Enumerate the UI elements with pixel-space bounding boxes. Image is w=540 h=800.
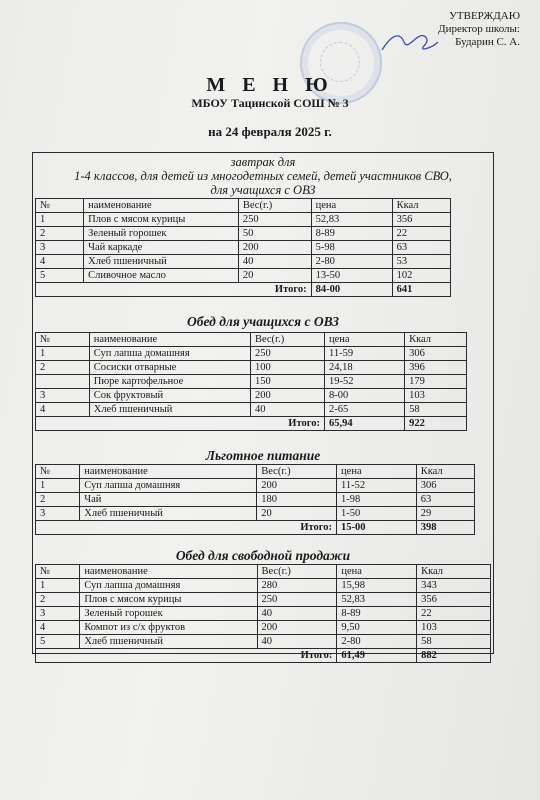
menu-table <box>35 464 475 535</box>
header-cell: цена <box>337 565 417 579</box>
cell-number: 4 <box>36 403 90 417</box>
cell-number: 3 <box>36 607 80 621</box>
cell-price: 24,18 <box>324 361 404 375</box>
section-title <box>33 449 493 463</box>
cell-name: Компот из с/х фруктов <box>80 621 257 635</box>
header-cell: цена <box>311 199 392 213</box>
approval-heading: УТВЕРЖДАЮ <box>449 10 520 22</box>
cell-weight: 100 <box>250 361 324 375</box>
cell-number: 5 <box>36 635 80 649</box>
header-cell: Ккал <box>392 199 450 213</box>
cell-kcal: 103 <box>405 389 467 403</box>
header-cell: № <box>36 199 84 213</box>
cell-weight: 200 <box>257 621 337 635</box>
cell-price: 11-59 <box>324 347 404 361</box>
header-cell: Вес(г.) <box>257 565 337 579</box>
header-cell: наименование <box>80 465 257 479</box>
section-free-sale <box>33 549 493 663</box>
cell-price: 2-80 <box>311 255 392 269</box>
table-row <box>36 269 451 283</box>
section-breakfast <box>33 155 493 297</box>
cell-name: Хлеб пшеничный <box>89 403 250 417</box>
table-row <box>36 361 467 375</box>
cell-number: 5 <box>36 269 84 283</box>
cell-number: 4 <box>36 255 84 269</box>
section-title-line: Обед для учащихся с ОВЗ <box>186 314 339 329</box>
cell-number <box>36 375 90 389</box>
cell-name: Суп лапша домашняя <box>89 347 250 361</box>
header-cell: наименование <box>89 333 250 347</box>
header-cell: Ккал <box>416 465 474 479</box>
cell-name: Хлеб пшеничный <box>80 507 257 521</box>
header-cell: цена <box>324 333 404 347</box>
header-cell: Вес(г.) <box>250 333 324 347</box>
cell-price: 8-89 <box>311 227 392 241</box>
table-row <box>36 479 475 493</box>
cell-kcal: 356 <box>417 593 491 607</box>
cell-weight: 250 <box>250 347 324 361</box>
section-title <box>33 155 493 197</box>
page-title: М Е Н Ю <box>206 74 334 96</box>
cell-name: Чай каркаде <box>84 241 239 255</box>
cell-number: 1 <box>36 479 80 493</box>
cell-kcal: 102 <box>392 269 450 283</box>
table-row <box>36 241 451 255</box>
table-row <box>36 375 467 389</box>
cell-kcal: 179 <box>405 375 467 389</box>
total-price: 61,49 <box>337 649 417 663</box>
cell-price: 52,83 <box>337 593 417 607</box>
cell-weight: 200 <box>238 241 311 255</box>
cell-name: Зеленый горошек <box>84 227 239 241</box>
total-price: 84-00 <box>311 283 392 297</box>
table-row <box>36 621 491 635</box>
cell-kcal: 63 <box>416 493 474 507</box>
table-header-row <box>36 333 467 347</box>
total-price: 15-00 <box>337 521 417 535</box>
cell-price: 11-52 <box>337 479 417 493</box>
cell-name: Плов с мясом курицы <box>80 593 257 607</box>
cell-name: Плов с мясом курицы <box>84 213 239 227</box>
menu-table <box>35 564 491 663</box>
cell-name: Хлеб пшеничный <box>80 635 257 649</box>
total-label: Итого: <box>36 649 337 663</box>
section-title <box>33 549 493 563</box>
cell-number: 1 <box>36 213 84 227</box>
table-row <box>36 635 491 649</box>
cell-weight: 20 <box>257 507 337 521</box>
cell-name: Зеленый горошек <box>80 607 257 621</box>
cell-number: 2 <box>36 227 84 241</box>
cell-kcal: 343 <box>417 579 491 593</box>
total-price: 65,94 <box>324 417 404 431</box>
section-benefit <box>33 449 493 535</box>
cell-price: 19-52 <box>324 375 404 389</box>
menu-table <box>35 332 467 431</box>
cell-weight: 180 <box>257 493 337 507</box>
header-cell: № <box>36 565 80 579</box>
table-row <box>36 255 451 269</box>
total-kcal: 398 <box>416 521 474 535</box>
menu-frame <box>32 152 494 661</box>
cell-price: 8-89 <box>337 607 417 621</box>
menu-date: на 24 февраля 2025 г. <box>208 124 332 139</box>
cell-weight: 200 <box>250 389 324 403</box>
section-title-line: для учащихся с ОВЗ <box>210 183 316 197</box>
section-title-line: завтрак для <box>230 155 296 169</box>
cell-price: 5-98 <box>311 241 392 255</box>
table-row <box>36 227 451 241</box>
approval-block <box>438 10 520 49</box>
approval-name: Бударин С. А. <box>455 36 520 48</box>
header-cell: Ккал <box>417 565 491 579</box>
cell-number: 3 <box>36 241 84 255</box>
cell-kcal: 58 <box>417 635 491 649</box>
table-row <box>36 493 475 507</box>
cell-number: 3 <box>36 507 80 521</box>
total-kcal: 882 <box>417 649 491 663</box>
header-cell: наименование <box>84 199 239 213</box>
total-row <box>36 283 451 297</box>
cell-kcal: 22 <box>392 227 450 241</box>
approval-position: Директор школы: <box>438 23 520 35</box>
table-header-row <box>36 565 491 579</box>
cell-weight: 150 <box>250 375 324 389</box>
cell-weight: 40 <box>257 635 337 649</box>
cell-price: 13-50 <box>311 269 392 283</box>
cell-name: Суп лапша домашняя <box>80 479 257 493</box>
table-row <box>36 213 451 227</box>
section-title-line: Обед для свободной продажи <box>175 548 351 563</box>
cell-name: Сливочное масло <box>84 269 239 283</box>
cell-number: 4 <box>36 621 80 635</box>
cell-weight: 40 <box>250 403 324 417</box>
cell-weight: 200 <box>257 479 337 493</box>
cell-number: 1 <box>36 579 80 593</box>
total-kcal: 922 <box>405 417 467 431</box>
cell-kcal: 22 <box>417 607 491 621</box>
total-label: Итого: <box>36 521 337 535</box>
table-header-row <box>36 199 451 213</box>
menu-table <box>35 198 451 297</box>
header-cell: № <box>36 465 80 479</box>
total-row <box>36 649 491 663</box>
table-row <box>36 347 467 361</box>
header-cell: Вес(г.) <box>238 199 311 213</box>
header-cell: наименование <box>80 565 257 579</box>
school-name: МБОУ Тацинской СОШ № 3 <box>191 96 349 110</box>
header-cell: Вес(г.) <box>257 465 337 479</box>
table-row <box>36 579 491 593</box>
table-row <box>36 389 467 403</box>
cell-kcal: 63 <box>392 241 450 255</box>
cell-name: Сосиски отварные <box>89 361 250 375</box>
cell-price: 1-98 <box>337 493 417 507</box>
total-row <box>36 521 475 535</box>
cell-weight: 250 <box>238 213 311 227</box>
total-label: Итого: <box>36 283 312 297</box>
cell-name: Чай <box>80 493 257 507</box>
cell-price: 9,50 <box>337 621 417 635</box>
table-row <box>36 593 491 607</box>
cell-price: 2-65 <box>324 403 404 417</box>
table-row <box>36 507 475 521</box>
cell-price: 1-50 <box>337 507 417 521</box>
cell-name: Сок фруктовый <box>89 389 250 403</box>
cell-price: 52,83 <box>311 213 392 227</box>
cell-price: 15,98 <box>337 579 417 593</box>
cell-name: Хлеб пшеничный <box>84 255 239 269</box>
header-cell: Ккал <box>405 333 467 347</box>
section-title-line: 1-4 классов, для детей из многодетных семей, детей участников СВО, <box>74 169 452 183</box>
cell-kcal: 396 <box>405 361 467 375</box>
cell-number: 3 <box>36 389 90 403</box>
cell-price: 2-80 <box>337 635 417 649</box>
section-title-line: Льготное питание <box>205 448 321 463</box>
cell-kcal: 306 <box>405 347 467 361</box>
director-signature <box>380 28 440 58</box>
cell-weight: 40 <box>257 607 337 621</box>
cell-number: 1 <box>36 347 90 361</box>
total-label: Итого: <box>36 417 325 431</box>
cell-kcal: 103 <box>417 621 491 635</box>
cell-weight: 40 <box>238 255 311 269</box>
cell-kcal: 58 <box>405 403 467 417</box>
cell-kcal: 356 <box>392 213 450 227</box>
cell-weight: 250 <box>257 593 337 607</box>
cell-weight: 50 <box>238 227 311 241</box>
cell-kcal: 306 <box>416 479 474 493</box>
cell-price: 8-00 <box>324 389 404 403</box>
cell-number: 2 <box>36 593 80 607</box>
cell-kcal: 29 <box>416 507 474 521</box>
cell-weight: 20 <box>238 269 311 283</box>
header-cell: № <box>36 333 90 347</box>
total-row <box>36 417 467 431</box>
cell-kcal: 53 <box>392 255 450 269</box>
table-row <box>36 607 491 621</box>
table-header-row <box>36 465 475 479</box>
cell-number: 2 <box>36 361 90 375</box>
section-title <box>33 315 493 329</box>
total-kcal: 641 <box>392 283 450 297</box>
cell-number: 2 <box>36 493 80 507</box>
header-cell: цена <box>337 465 417 479</box>
table-row <box>36 403 467 417</box>
cell-weight: 280 <box>257 579 337 593</box>
section-lunch-ovz <box>33 315 493 431</box>
cell-name: Пюре картофельное <box>89 375 250 389</box>
cell-name: Суп лапша домашняя <box>80 579 257 593</box>
